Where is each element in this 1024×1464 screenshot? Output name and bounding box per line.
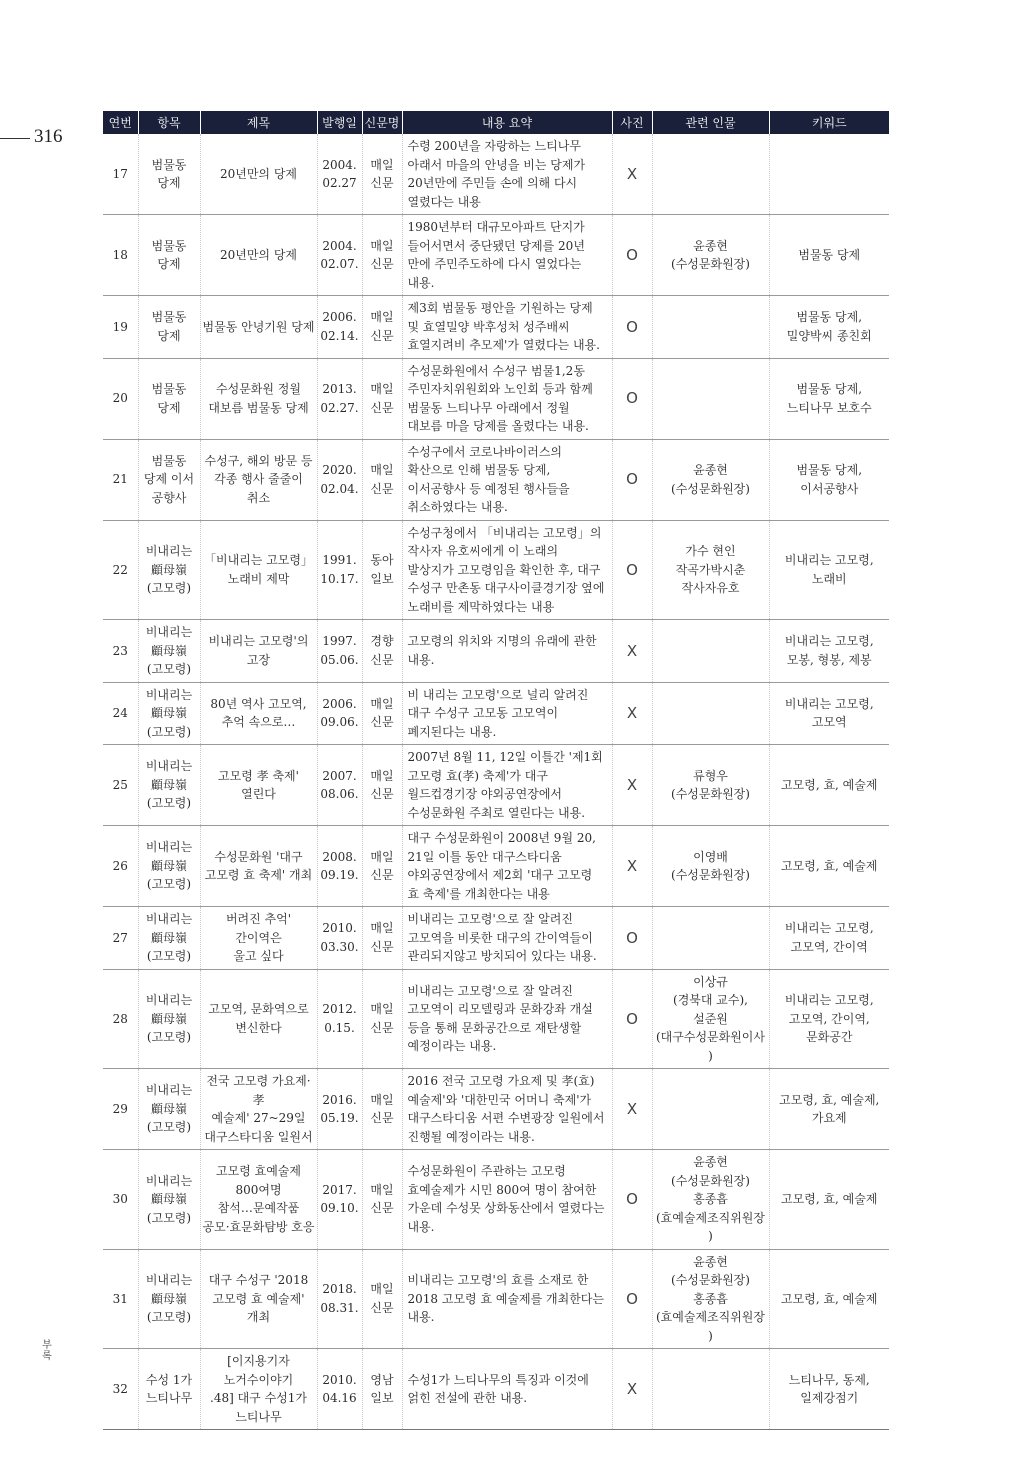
cell-summary: 2016 전국 고모령 가요제 및 孝(효)예술제'와 '대한민국 어머니 축제'가 대구스타디움 서편 수변광장 일원에서 진행될 예정이라는 내용. [402,1069,612,1150]
cell-item: 비내리는 顧母嶺 (고모령) [138,826,200,907]
table-row [103,969,889,1069]
cell-title: 전국 고모령 가요제·孝 예술제' 27~29일 대구스타디움 일원서 [200,1069,317,1150]
newspaper-articles-table [103,111,889,1430]
cell-date: 2007. 08.06. [317,745,362,826]
cell-photo: X [612,1349,652,1430]
cell-item: 비내리는 顧母嶺 (고모령) [138,969,200,1069]
cell-title: 범물동 안녕기원 당제 [200,296,317,359]
cell-paper: 매일 신문 [362,215,402,296]
cell-date: 2013. 02.27. [317,358,362,439]
cell-title: 80년 역사 고모역, 추억 속으로… [200,682,317,745]
cell-date: 2006. 09.06. [317,682,362,745]
cell-people: 윤종현 (수성문화원장) 홍종흡 (효예술제조직위원장) [652,1249,769,1349]
cell-no: 30 [103,1150,138,1250]
cell-people [652,1069,769,1150]
header-keywords: 키워드 [769,111,889,134]
cell-people: 이상규 (경북대 교수), 설준원 (대구수성문화원이사) [652,969,769,1069]
cell-summary: 수성문화원에서 수성구 범물1,2동 주민자치위원회와 노인회 등과 함께 범물동 느티나무 아래에서 정월 대보름 마을 당제를 올렸다는 내용. [402,358,612,439]
cell-no: 20 [103,358,138,439]
table-row [103,907,889,970]
cell-keywords: 고모령, 효, 예술제 [769,826,889,907]
cell-summary: 수성구에서 코로나바이러스의 확산으로 인해 범물동 당제, 이서공향사 등 예정된 행사들을 취소하였다는 내용. [402,439,612,520]
cell-item: 비내리는 顧母嶺 (고모령) [138,682,200,745]
cell-photo: O [612,520,652,620]
cell-photo: O [612,969,652,1069]
cell-date: 2004. 02.07. [317,215,362,296]
cell-summary: 수성1가 느티나무의 특징과 이것에 얽힌 전설에 관한 내용. [402,1349,612,1430]
cell-photo: O [612,907,652,970]
cell-title: 대구 수성구 '2018 고모령 효 예술제' 개최 [200,1249,317,1349]
cell-keywords: 비내리는 고모령, 고모역 [769,682,889,745]
cell-date: 2008. 09.19. [317,826,362,907]
table-row [103,1069,889,1150]
cell-date: 2004. 02.27 [317,134,362,215]
cell-paper: 매일 신문 [362,358,402,439]
header-item: 항목 [138,111,200,134]
cell-keywords: 범물동 당제, 이서공향사 [769,439,889,520]
cell-no: 26 [103,826,138,907]
cell-people: 윤종현 (수성문화원장) [652,215,769,296]
cell-title: 고모령 효예술제 800여명 참석…문예작품 공모·효문화탐방 호응 [200,1150,317,1250]
cell-people: 가수 현인 작곡가박시춘 작사자유호 [652,520,769,620]
cell-keywords: 범물동 당제, 느티나무 보호수 [769,358,889,439]
table-row [103,1150,889,1250]
cell-item: 비내리는 顧母嶺 (고모령) [138,1150,200,1250]
page-number-rule [0,138,30,139]
table-row [103,826,889,907]
cell-summary: 비내리는 고모령'으로 잘 알려진 고모역을 비롯한 대구의 간이역들이 관리되지않고 방치되어 있다는 내용. [402,907,612,970]
cell-people: 윤종현 (수성문화원장) 홍종흡 (효예술제조직위원장) [652,1150,769,1250]
cell-photo: O [612,296,652,359]
cell-item: 범물동 당제 [138,134,200,215]
table-row [103,215,889,296]
cell-summary: 제3회 범물동 평안을 기원하는 당제 및 효열밀양 박후성처 성주배씨 효열지려비 추모제'가 열렸다는 내용. [402,296,612,359]
cell-date: 2010. 04.16 [317,1349,362,1430]
cell-title: 20년만의 당제 [200,215,317,296]
cell-keywords: 고모령, 효, 예술제, 가요제 [769,1069,889,1150]
cell-paper: 매일 신문 [362,969,402,1069]
cell-summary: 비 내리는 고모령'으로 널리 알려진 대구 수성구 고모동 고모역이 폐지된다는 내용. [402,682,612,745]
cell-title: [이지용기자 노거수이야기 .48] 대구 수성1가 느티나무 [200,1349,317,1430]
cell-summary: 고모령의 위치와 지명의 유래에 관한 내용. [402,620,612,683]
cell-paper: 매일 신문 [362,1249,402,1349]
page-number: 316 [34,126,63,147]
cell-paper: 매일 신문 [362,296,402,359]
cell-paper: 영남 일보 [362,1349,402,1430]
cell-title: 수성구, 해외 방문 등 각종 행사 줄줄이 취소 [200,439,317,520]
cell-no: 21 [103,439,138,520]
cell-title: 「비내리는 고모령」 노래비 제막 [200,520,317,620]
header-title: 제목 [200,111,317,134]
cell-summary: 2007년 8월 11, 12일 이틀간 '제1회 고모령 효(孝) 축제'가 대구 월드컵경기장 야외공연장에서 수성문화원 주최로 열린다는 내용. [402,745,612,826]
cell-paper: 매일 신문 [362,1069,402,1150]
cell-item: 비내리는 顧母嶺 (고모령) [138,1069,200,1150]
cell-paper: 매일 신문 [362,439,402,520]
table-row [103,1349,889,1430]
cell-photo: O [612,1150,652,1250]
cell-paper: 매일 신문 [362,745,402,826]
cell-summary: 수성문화원이 주관하는 고모령 효예술제가 시민 800여 명이 참여한 가운데 수성못 상화동산에서 열렸다는 내용. [402,1150,612,1250]
cell-item: 수성 1가 느티나무 [138,1349,200,1430]
cell-no: 27 [103,907,138,970]
cell-item: 범물동 당제 [138,215,200,296]
cell-date: 1991. 10.17. [317,520,362,620]
table-row [103,1249,889,1349]
cell-keywords: 비내리는 고모령, 모봉, 형봉, 제봉 [769,620,889,683]
cell-no: 17 [103,134,138,215]
cell-date: 2010. 03.30. [317,907,362,970]
cell-summary: 수령 200년을 자랑하는 느티나무 아래서 마을의 안녕을 비는 당제가 20년만에 주민들 손에 의해 다시 열렸다는 내용 [402,134,612,215]
cell-people [652,296,769,359]
cell-people: 류형우 (수성문화원장) [652,745,769,826]
cell-people [652,1349,769,1430]
side-section-label: 부록 [42,1340,52,1362]
cell-no: 28 [103,969,138,1069]
table-row [103,439,889,520]
cell-no: 32 [103,1349,138,1430]
cell-no: 18 [103,215,138,296]
cell-title: 20년만의 당제 [200,134,317,215]
header-paper: 신문명 [362,111,402,134]
cell-no: 29 [103,1069,138,1150]
cell-keywords: 비내리는 고모령, 노래비 [769,520,889,620]
cell-photo: X [612,826,652,907]
cell-no: 19 [103,296,138,359]
cell-paper: 동아 일보 [362,520,402,620]
cell-keywords: 범물동 당제, 밀양박씨 종친회 [769,296,889,359]
table-row [103,620,889,683]
cell-photo: O [612,215,652,296]
cell-date: 2016. 05.19. [317,1069,362,1150]
cell-paper: 매일 신문 [362,907,402,970]
cell-no: 22 [103,520,138,620]
cell-item: 비내리는 顧母嶺 (고모령) [138,745,200,826]
cell-item: 비내리는 顧母嶺 (고모령) [138,1249,200,1349]
cell-summary: 비내리는 고모령'의 효를 소재로 한 2018 고모령 효 예술제를 개최한다는 내용. [402,1249,612,1349]
cell-photo: X [612,745,652,826]
cell-date: 2012. 0.15. [317,969,362,1069]
cell-keywords: 고모령, 효, 예술제 [769,1150,889,1250]
cell-photo: O [612,1249,652,1349]
cell-summary: 대구 수성문화원이 2008년 9월 20, 21일 이틀 동안 대구스타디움 야외공연장에서 제2회 '대구 고모령 효 축제'를 개최한다는 내용 [402,826,612,907]
cell-people [652,682,769,745]
cell-date: 1997. 05.06. [317,620,362,683]
cell-people: 이영배 (수성문화원장) [652,826,769,907]
cell-paper: 매일 신문 [362,682,402,745]
cell-date: 2006. 02.14. [317,296,362,359]
cell-keywords: 비내리는 고모령, 고모역, 간이역, 문화공간 [769,969,889,1069]
header-people: 관련 인물 [652,111,769,134]
cell-keywords: 고모령, 효, 예술제 [769,745,889,826]
table-header-row [103,111,889,134]
cell-no: 24 [103,682,138,745]
cell-title: 버려진 추억' 간이역은 울고 싶다 [200,907,317,970]
cell-keywords: 범물동 당제 [769,215,889,296]
cell-people [652,134,769,215]
cell-keywords [769,134,889,215]
header-date: 발행일 [317,111,362,134]
cell-photo: X [612,134,652,215]
cell-item: 비내리는 顧母嶺 (고모령) [138,520,200,620]
cell-no: 31 [103,1249,138,1349]
cell-no: 25 [103,745,138,826]
cell-paper: 경향 신문 [362,620,402,683]
header-photo: 사진 [612,111,652,134]
cell-title: 고모령 孝 축제' 열린다 [200,745,317,826]
cell-summary: 수성구청에서 「비내리는 고모령」의 작사자 유호씨에게 이 노래의 발상지가 고모령임을 확인한 후, 대구 수성구 만촌동 대구사이클경기장 옆에 노래비를 제막하였다는 내용 [402,520,612,620]
cell-summary: 1980년부터 대규모아파트 단지가 들어서면서 중단됐던 당제를 20년 만에 주민주도하에 다시 열었다는 내용. [402,215,612,296]
cell-keywords: 비내리는 고모령, 고모역, 간이역 [769,907,889,970]
table-row [103,296,889,359]
cell-paper: 매일 신문 [362,826,402,907]
cell-photo: X [612,682,652,745]
table-row [103,520,889,620]
header-no: 연번 [103,111,138,134]
cell-item: 범물동 당제 [138,358,200,439]
cell-keywords: 느티나무, 동제, 일제강점기 [769,1349,889,1430]
header-summary: 내용 요약 [402,111,612,134]
cell-summary: 비내리는 고모령'으로 잘 알려진 고모역이 리모델링과 문화강좌 개설 등을 통해 문화공간으로 재탄생할 예정이라는 내용. [402,969,612,1069]
cell-paper: 매일 신문 [362,134,402,215]
cell-title: 수성문화원 '대구 고모령 효 축제' 개최 [200,826,317,907]
cell-people: 윤종현 (수성문화원장) [652,439,769,520]
cell-title: 비내리는 고모령'의 고장 [200,620,317,683]
cell-people [652,358,769,439]
table-row [103,682,889,745]
cell-item: 범물동 당제 이서 공향사 [138,439,200,520]
table-row [103,358,889,439]
cell-item: 비내리는 顧母嶺 (고모령) [138,907,200,970]
cell-title: 수성문화원 정월 대보름 범물동 당제 [200,358,317,439]
cell-date: 2017. 09.10. [317,1150,362,1250]
cell-date: 2018. 08.31. [317,1249,362,1349]
cell-photo: X [612,620,652,683]
cell-no: 23 [103,620,138,683]
table-row [103,745,889,826]
cell-photo: O [612,439,652,520]
cell-paper: 매일 신문 [362,1150,402,1250]
cell-keywords: 고모령, 효, 예술제 [769,1249,889,1349]
cell-title: 고모역, 문화역으로 변신한다 [200,969,317,1069]
cell-people [652,907,769,970]
table-row [103,134,889,215]
cell-item: 비내리는 顧母嶺 (고모령) [138,620,200,683]
cell-date: 2020. 02.04. [317,439,362,520]
cell-item: 범물동 당제 [138,296,200,359]
cell-photo: X [612,1069,652,1150]
cell-photo: O [612,358,652,439]
cell-people [652,620,769,683]
